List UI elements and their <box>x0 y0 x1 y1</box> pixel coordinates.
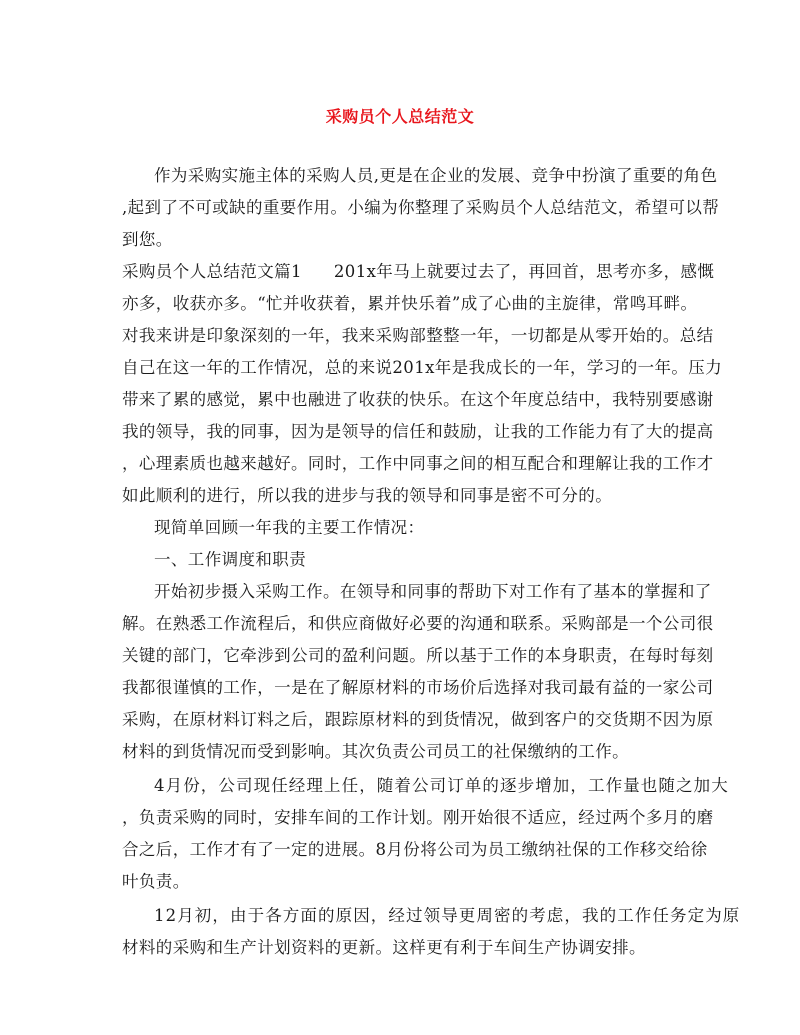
section-intro: 现简单回顾一年我的主要工作情况： <box>154 518 425 537</box>
paragraph-line: 带来了累的感觉，累中也融进了收获的快乐。在这个年度总结中，我特别要感谢 <box>122 390 714 409</box>
article-heading-line <box>122 262 714 282</box>
paragraph-line: ，负责采购的同时，安排车间的工作计划。刚开始很不适应，经过两个多月的磨 <box>122 808 714 827</box>
paragraph-text: 201x年马上就要过去了，再回首，思考亦多，感慨 <box>333 262 715 281</box>
paragraph-line: 12月初，由于各方面的原因，经过领导更周密的考虑，我的工作任务定为原 <box>154 906 741 925</box>
paragraph-line: 关键的部门，它牵涉到公司的盈利问题。所以基于工作的本身职责，在每时每刻 <box>122 646 714 665</box>
document-title: 采购员个人总结范文 <box>325 107 475 126</box>
section-heading: 一、工作调度和职责 <box>154 550 307 569</box>
paragraph-line: 到您。 <box>122 230 173 249</box>
paragraph-line: 合之后，工作才有了一定的进展。8月份将公司为员工缴纳社保的工作移交给徐 <box>122 840 708 859</box>
paragraph-line: 开始初步摄入采购工作。在领导和同事的帮助下对工作有了基本的掌握和了 <box>154 582 712 601</box>
paragraph-line: 叶负责。 <box>122 872 190 891</box>
paragraph-line: 作为采购实施主体的采购人员,更是在企业的发展、竞争中扮演了重要的角色 <box>154 166 718 185</box>
paragraph-line: ，心理素质也越来越好。同时，工作中同事之间的相互配合和理解让我的工作才 <box>122 454 714 473</box>
paragraph-line: ,起到了不可或缺的重要作用。小编为你整理了采购员个人总结范文，希望可以帮 <box>122 198 720 217</box>
article-heading: 采购员个人总结范文篇1 <box>122 262 302 281</box>
paragraph-line: 自己在这一年的工作情况，总的来说201x年是我成长的一年，学习的一年。压力 <box>122 358 723 377</box>
paragraph-line: 对我来讲是印象深刻的一年，我来采购部整整一年，一切都是从零开始的。总结 <box>122 326 714 345</box>
paragraph-line: 采购，在原材料订料之后，跟踪原材料的到货情况，做到客户的交货期不因为原 <box>122 710 714 729</box>
paragraph-line: 解。在熟悉工作流程后，和供应商做好必要的沟通和联系。采购部是一个公司很 <box>122 614 714 633</box>
paragraph-line: 材料的到货情况而受到影响。其次负责公司员工的社保缴纳的工作。 <box>122 742 629 761</box>
paragraph-line: 我的领导，我的同事，因为是领导的信任和鼓励，让我的工作能力有了大的提高 <box>122 422 714 441</box>
paragraph-line: 亦多，收获亦多。“忙并收获着，累并快乐着”成了心曲的主旋律，常鸣耳畔。 <box>122 294 698 313</box>
paragraph-line: 如此顺利的进行，所以我的进步与我的领导和同事是密不可分的。 <box>122 486 613 505</box>
paragraph-line: 4月份，公司现任经理上任，随着公司订单的逐步增加，工作量也随之加大 <box>154 776 729 795</box>
paragraph-line: 我都很谨慎的工作，一是在了解原材料的市场价后选择对我司最有益的一家公司 <box>122 678 714 697</box>
paragraph-line: 材料的采购和生产计划资料的更新。这样更有利于车间生产协调安排。 <box>122 938 646 957</box>
